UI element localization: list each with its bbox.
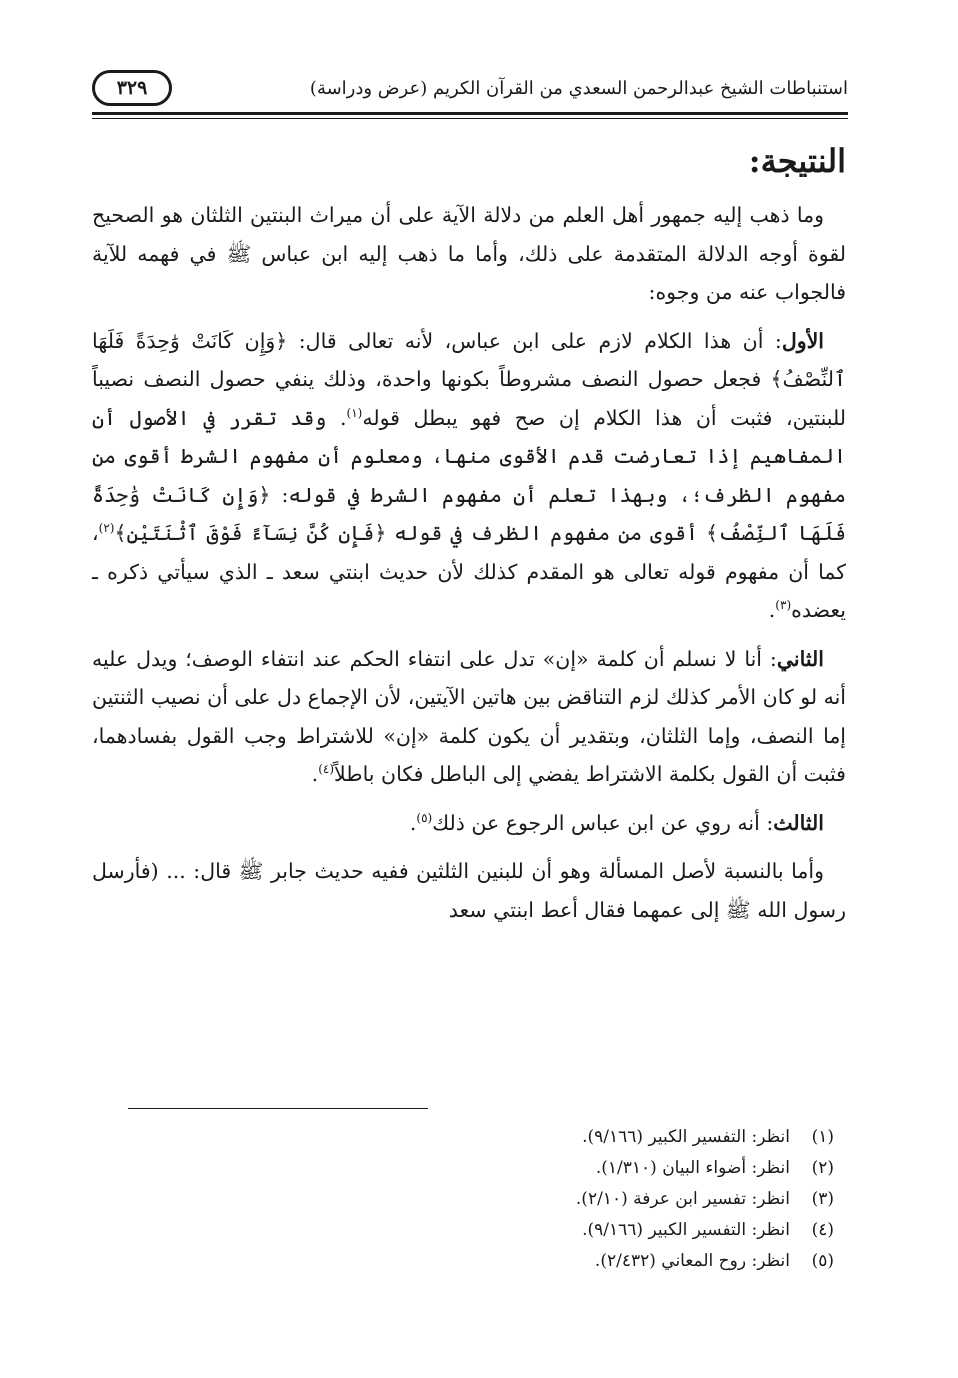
footnote-text: انظر: تفسير ابن عرفة (٢/١٠). bbox=[575, 1189, 790, 1209]
header-title: استنباطات الشيخ عبدالرحمن السعدي من القرآن الكريم (عرض ودراسة) bbox=[309, 78, 848, 99]
paragraph-lead: الثاني bbox=[776, 646, 824, 671]
footnote-number: (٢) bbox=[811, 1158, 834, 1178]
footnote-number: (٤) bbox=[811, 1220, 834, 1240]
paragraph-text: وأما بالنسبة لأصل المسألة وهو أن للبنين الثلثين ففيه حديث جابر ﷺ قال: ... (فأرسل رسول الله ﷺ إلى عمهما فقال أعط ابنتي سعد bbox=[92, 859, 846, 922]
paragraph-text: . bbox=[768, 598, 776, 622]
paragraph-text: . bbox=[311, 762, 319, 786]
paragraph-text: . وقد تقرر في الأصول أن المفاهيم إذا تعارضت قدم الأقوى منها، ومعلوم أن مفهوم الشرط أقوى من مفهوم الظرف؛، وبهذا تعلم أن مفهوم الشرط في قوله: ﴿وَإِن كَانَتْ وَٰحِدَةً فَلَهَا ٱلنِّصْفُ﴾ أقوى من مفهوم الظرف في قوله ﴿فَإِن كُنَّ نِسَآءً فَوْقَ ٱثْنَتَيْنِ﴾ bbox=[92, 405, 846, 545]
footnote-text: انظر: التفسير الكبير (٩/١٦٦). bbox=[582, 1220, 790, 1240]
footnote-marker[interactable]: (١) bbox=[346, 405, 363, 420]
header-rule-thin bbox=[92, 118, 848, 119]
footnote-item bbox=[334, 1215, 834, 1246]
paragraph-text: : أن هذا الكلام لازم على ابن عباس، لأنه تعالى قال: ﴿وَإِن كَانَتْ وَٰحِدَةً فَلَهَا ٱلنِّصْفُ﴾ فجعل حصول النصف مشروطاً بكونها واحدة، وذلك ينفي حصول النصف نصيباً للبنتين، فثبت أن هذا الكلام إن صح فهو يبطل قوله bbox=[92, 328, 846, 430]
footnote-item bbox=[334, 1184, 834, 1215]
footnote-number: (٣) bbox=[811, 1189, 834, 1209]
paragraph-intro bbox=[92, 196, 846, 312]
footnote-number: (١) bbox=[811, 1127, 834, 1147]
paragraph-text: : أنه روي عن ابن عباس الرجوع عن ذلك bbox=[432, 810, 774, 835]
paragraph-first-reason bbox=[92, 322, 846, 630]
paragraph-third-reason bbox=[92, 804, 846, 843]
footnote-text: انظر: أضواء البيان (١/٣١٠). bbox=[595, 1158, 790, 1178]
paragraph-text: : أنا لا نسلم أن كلمة «إن» تدل على انتفاء الحكم عند انتفاء الوصف؛ ويدل عليه أنه لو كان الأمر كذلك لزم التناقض بين هاتين الآيتين، لأن الإجماع دل على أن نصيب الثنتين إما النصف، وإما الثلثان، وبتقدير أن يكون كلمة «إن» للاشتراط وجب القول بفسادهما، فثبت أن القول بكلمة الاشتراط يفضي إلى الباطل فكان باطلاً bbox=[92, 646, 846, 786]
paragraph-text: ، كما أن مفهوم قوله تعالى هو المقدم كذلك لأن حديث ابنتي سعد ـ الذي سيأتي ذكره ـ يعضده bbox=[92, 521, 846, 622]
running-header bbox=[92, 68, 848, 108]
paragraph-hadith bbox=[92, 852, 846, 929]
paragraph-text: . bbox=[409, 810, 417, 835]
footnote-item bbox=[334, 1246, 834, 1277]
footnote-item bbox=[334, 1122, 834, 1153]
paragraph-lead: الأول bbox=[781, 328, 824, 353]
paragraph-text: وما ذهب إليه جمهور أهل العلم من دلالة الآية على أن ميراث البنتين الثلثان هو الصحيح لقوة أوجه الدلالة المتقدمة على ذلك، وأما ما ذهب إليه ابن عباس ﷺ في فهمه للآية فالجواب عنه من وجوه: bbox=[92, 203, 846, 304]
footnote-separator bbox=[128, 1108, 428, 1109]
header-rule-thick bbox=[92, 112, 848, 115]
footnote-marker[interactable]: (٥) bbox=[416, 810, 433, 825]
footnote-marker[interactable]: (٣) bbox=[775, 598, 792, 613]
page-number-badge: ٣٢٩ bbox=[92, 70, 172, 106]
footnote-marker[interactable]: (٤) bbox=[318, 762, 335, 777]
footnote-number: (٥) bbox=[811, 1251, 834, 1271]
footnote-text: انظر: التفسير الكبير (٩/١٦٦). bbox=[582, 1127, 790, 1147]
footnote-item bbox=[334, 1153, 834, 1184]
paragraph-second-reason bbox=[92, 640, 846, 794]
footnote-text: انظر: روح المعاني (٢/٤٣٢). bbox=[594, 1251, 790, 1271]
footnotes bbox=[334, 1122, 834, 1277]
footnote-marker[interactable]: (٢) bbox=[98, 521, 115, 536]
section-title: النتيجة: bbox=[748, 142, 846, 180]
paragraph-lead: الثالث bbox=[773, 810, 824, 835]
main-text bbox=[92, 196, 846, 939]
